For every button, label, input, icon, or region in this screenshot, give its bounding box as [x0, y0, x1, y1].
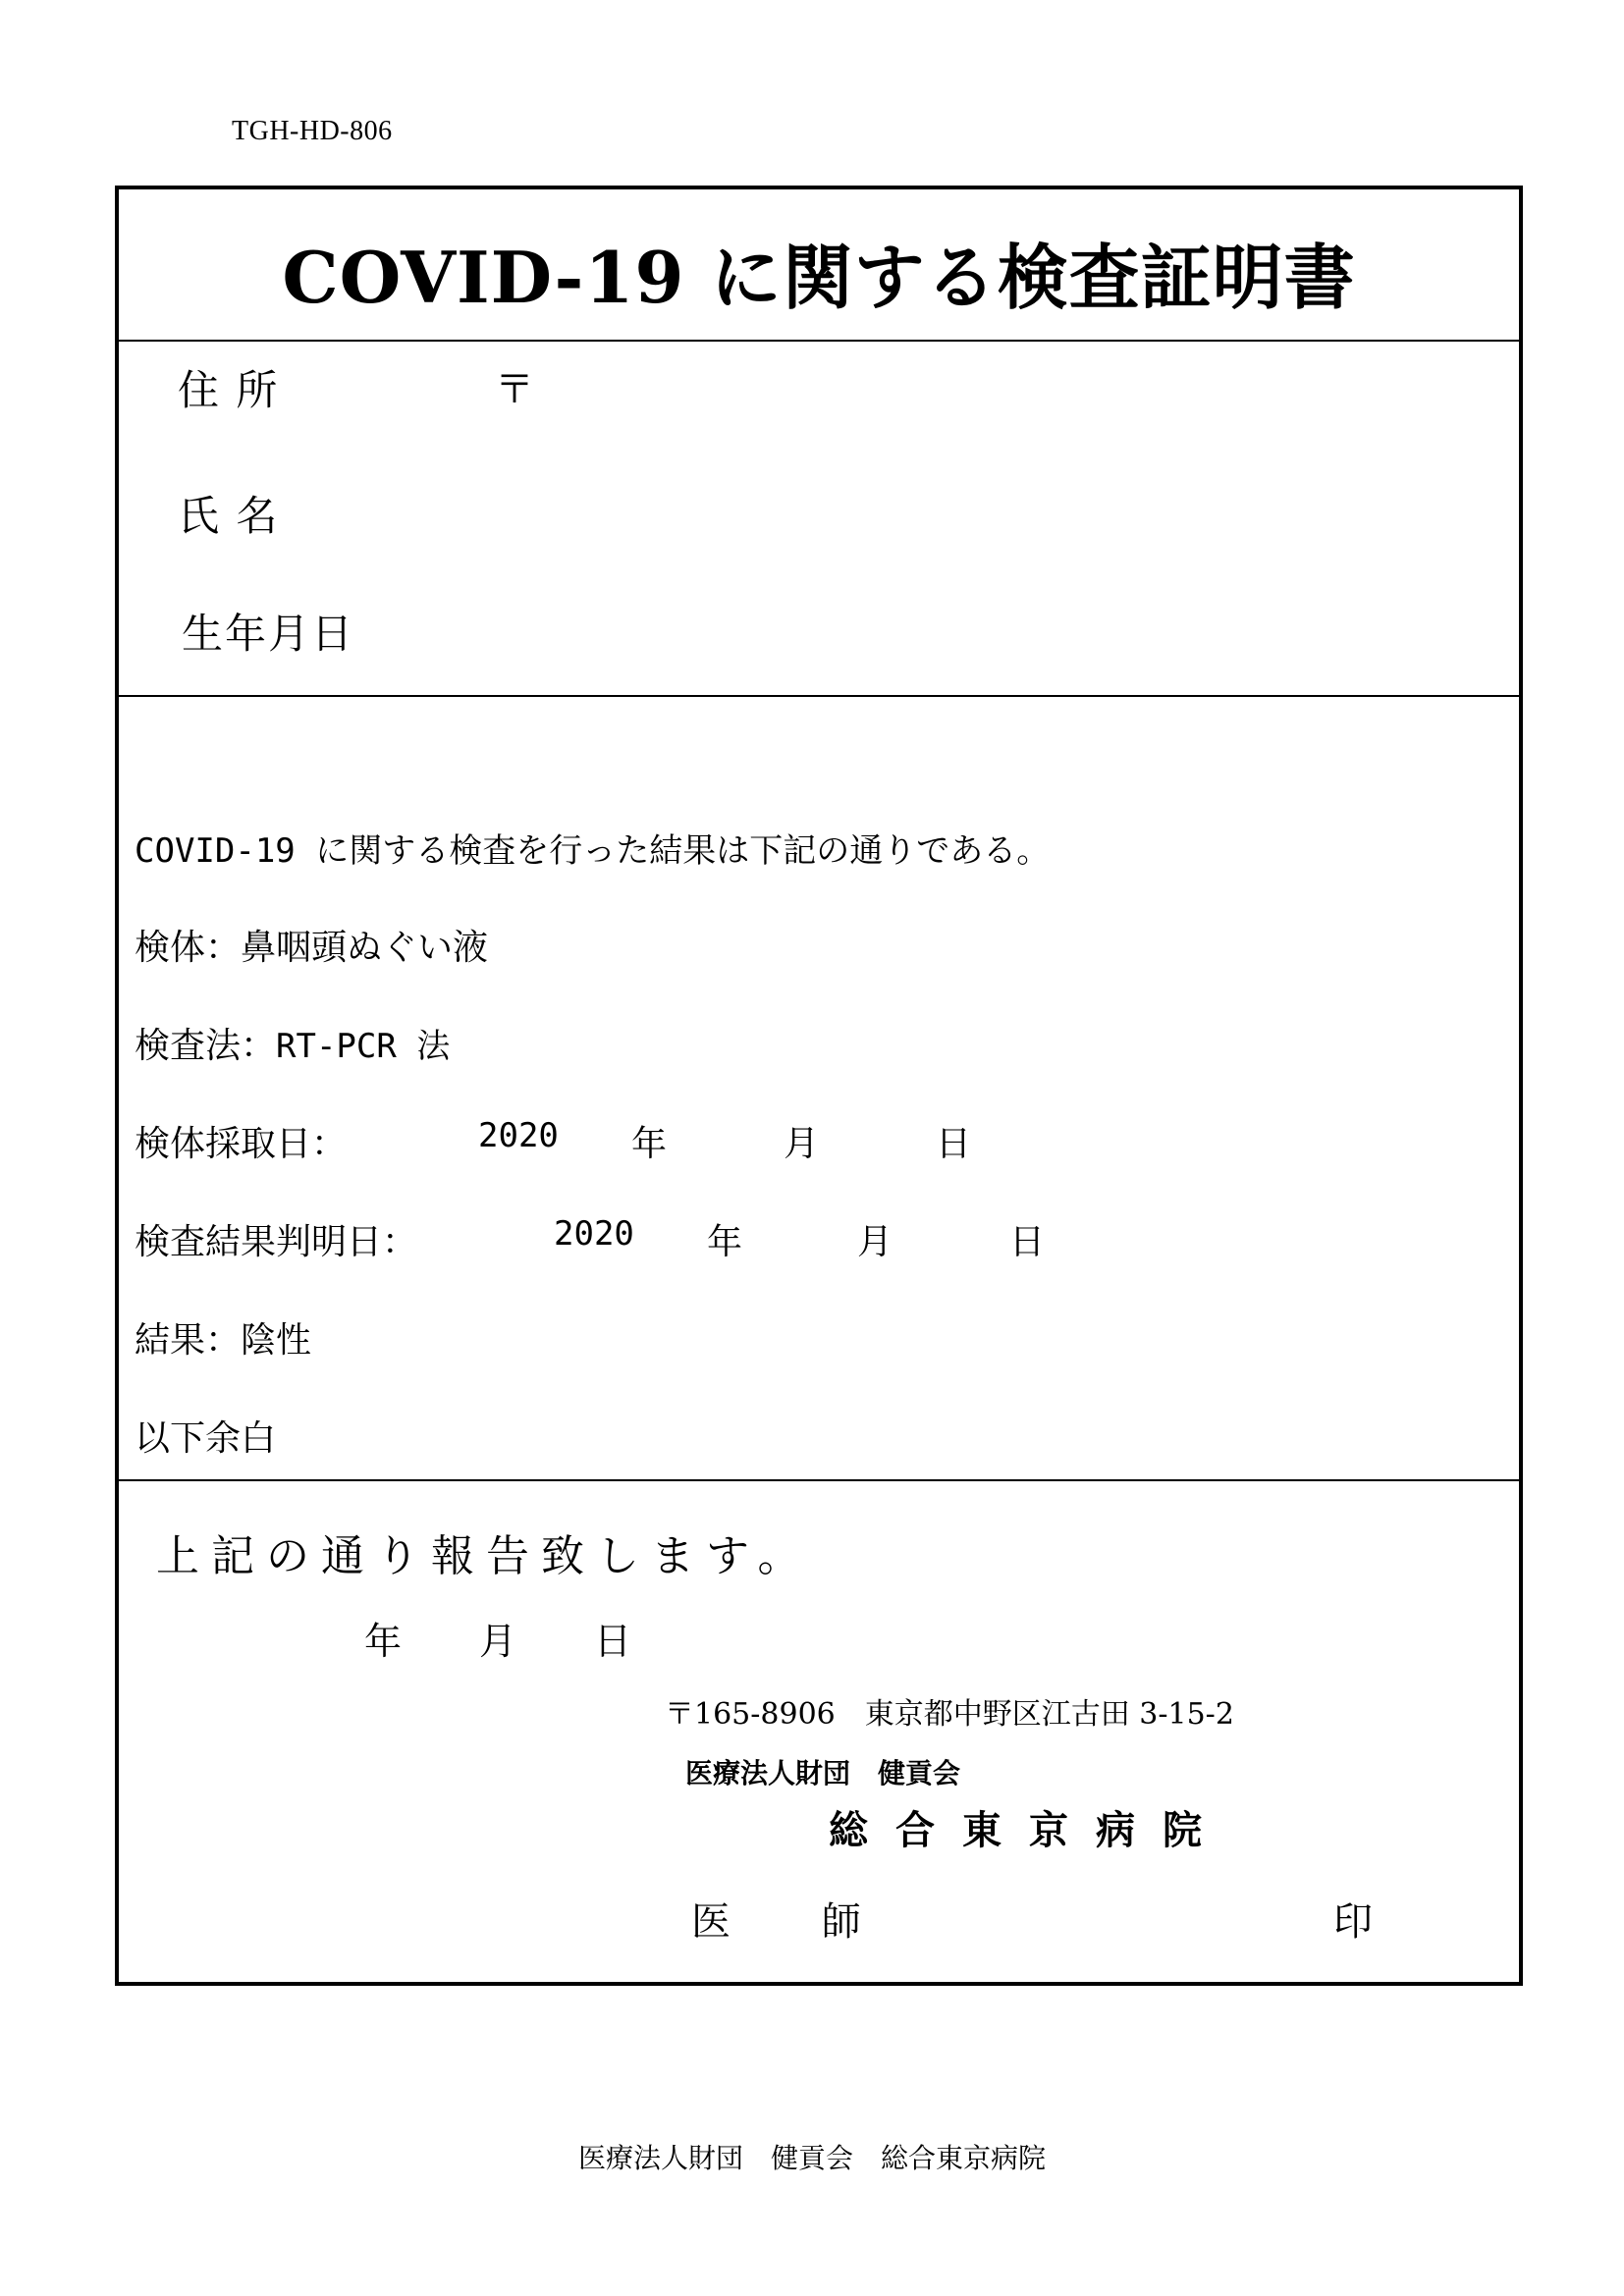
method-label: 検査法：: [135, 1026, 277, 1066]
corporation-name: 医療法人財団 健貢会: [685, 1757, 961, 1789]
result-date-label: 検査結果判明日：: [135, 1222, 418, 1262]
footer-text: 医療法人財団 健貢会 総合東京病院: [577, 2142, 1046, 2174]
method-line: [135, 1018, 450, 1068]
result-day-unit: 日: [1009, 1222, 1046, 1262]
collection-date-label: 検体採取日：: [135, 1124, 348, 1164]
end-note: 以下余白: [135, 1418, 277, 1459]
address-label-text: 住 所: [178, 366, 280, 414]
address-label: [178, 358, 279, 417]
intro-line: COVID-19 に関する検査を行った結果は下記の通りである。: [135, 831, 1051, 871]
patient-divider: [119, 695, 1519, 697]
result-year-unit: 年: [707, 1222, 743, 1262]
method-value: RT-PCR 法: [276, 1027, 451, 1066]
report-day-unit: 日: [594, 1620, 632, 1663]
title-divider: [119, 340, 1519, 342]
collection-day-unit: 日: [936, 1124, 972, 1164]
result-month-unit: 月: [857, 1222, 893, 1262]
collection-month-unit: 月: [784, 1124, 820, 1164]
report-month-unit: 月: [479, 1620, 517, 1663]
result-date-year: 2020: [554, 1214, 634, 1254]
certificate-frame: [115, 186, 1523, 1986]
hospital-address: 〒165-8906 東京都中野区江古田 3-15-2: [665, 1697, 1234, 1732]
hospital-name: 総合東京病院: [829, 1808, 1229, 1853]
outcome-line: 結果：陰性: [135, 1320, 312, 1361]
doctor-label: 医 師: [691, 1899, 900, 1945]
dob-label: 生年月日: [182, 610, 355, 658]
certificate-title: COVID-19 に関する検査証明書: [282, 236, 1356, 319]
results-divider: [119, 1479, 1519, 1481]
collection-year: 2020: [478, 1116, 559, 1155]
report-year-unit: 年: [364, 1620, 403, 1663]
seal-label: 印: [1333, 1899, 1373, 1945]
collection-year-unit: 年: [631, 1124, 668, 1164]
name-label: 氏 名: [178, 492, 280, 540]
intro-text: [135, 824, 1050, 872]
report-statement: 上記の通り報告致します。: [156, 1531, 813, 1581]
postal-mark: 〒: [495, 367, 534, 412]
specimen-line: 検体：鼻咽頭ぬぐい液: [135, 928, 489, 968]
document-code: TGH-HD-806: [232, 116, 393, 146]
